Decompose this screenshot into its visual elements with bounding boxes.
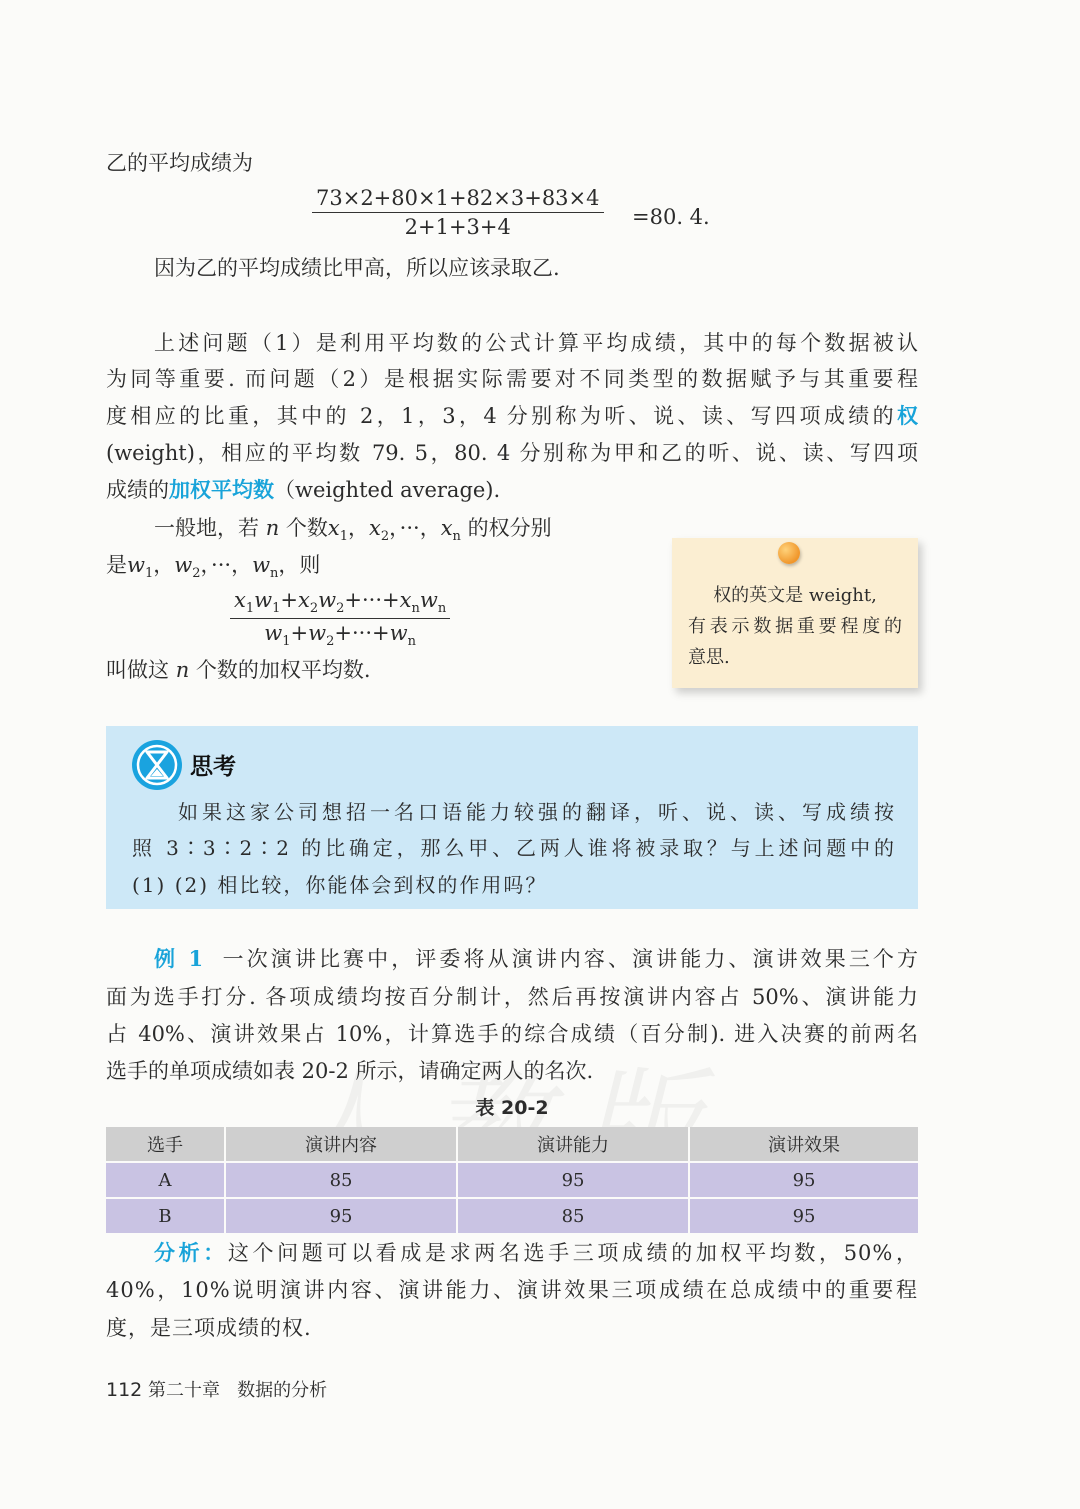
comma: ， xyxy=(389,516,400,540)
term-weight: 权 xyxy=(897,403,918,428)
table-cell: 95 xyxy=(457,1162,689,1198)
comma: ， xyxy=(153,553,175,577)
hourglass-icon xyxy=(130,738,184,792)
text-span: ，则 xyxy=(278,553,321,577)
table-header: 选手 xyxy=(106,1127,225,1162)
text-span: 是 xyxy=(106,553,127,577)
dots: ··· xyxy=(399,516,420,540)
think-line: 如果这家公司想招一名口语能力较强的翻译，听、说、读、写成绩按 xyxy=(178,800,896,824)
text-span: 成绩的 xyxy=(106,478,169,502)
sub: 2 xyxy=(380,529,390,545)
chapter-label: 第二十章 xyxy=(148,1380,220,1401)
sub: 2 xyxy=(192,566,201,582)
think-line: 照 3∶3∶2∶2 的比确定，那么甲、乙两人谁将被录取？与上述问题中的 xyxy=(132,836,896,860)
var-x: x xyxy=(440,516,453,540)
table-row xyxy=(106,1162,918,1198)
table-cell: 85 xyxy=(225,1162,457,1198)
text-span: 一次演讲比赛中，评委将从演讲内容、演讲能力、演讲效果三个方 xyxy=(222,947,918,971)
text-span: 度相应的比重，其中的 2，1，3，4 分别称为听、说、读、写四项成绩的 xyxy=(106,404,897,428)
sub: 1 xyxy=(339,529,349,545)
text-line: (weight)，相应的平均数 79. 5，80. 4 分别称为甲和乙的听、说、读、写四项 xyxy=(106,441,918,465)
formula-numerator: 73×2+80×1+82×3+83×4 xyxy=(316,186,600,210)
table-cell: 95 xyxy=(689,1198,918,1233)
table-header: 演讲效果 xyxy=(689,1127,918,1162)
think-title: 思考 xyxy=(190,753,236,780)
formula-denominator: 2+1+3+4 xyxy=(312,212,604,239)
note-line: 有表示数据重要程度的 xyxy=(688,616,902,637)
section-label: 数据的分析 xyxy=(237,1380,328,1401)
text-span: （weighted average). xyxy=(274,478,501,502)
var-x: x xyxy=(369,516,381,540)
page-footer xyxy=(106,1376,327,1402)
comma: ， xyxy=(200,553,212,577)
text-line: 上述问题（1）是利用平均数的公式计算平均成绩，其中的每个数据被认 xyxy=(154,331,918,355)
text-span: 这个问题可以看成是求两名选手三项成绩的加权平均数，50%， xyxy=(227,1241,918,1265)
formula-result: =80. 4. xyxy=(632,205,710,229)
formula-1 xyxy=(312,186,604,239)
page-number: 112 xyxy=(106,1379,143,1401)
think-box xyxy=(106,726,918,909)
text-line: 选手的单项成绩如表 20-2 所示，请确定两人的名次. xyxy=(106,1059,594,1083)
table-cell: A xyxy=(106,1162,225,1198)
note-line: 意思. xyxy=(688,647,730,668)
text-line xyxy=(106,548,320,591)
comma: ， xyxy=(419,516,441,540)
var-n: n xyxy=(265,516,280,540)
text-span: 叫做这 xyxy=(106,658,169,682)
text-span: 个数 xyxy=(285,516,328,540)
table-cell: B xyxy=(106,1198,225,1233)
text-line: 40%，10%说明演讲内容、演讲能力、演讲效果三项成绩在总成绩中的重要程 xyxy=(106,1278,918,1302)
note-text xyxy=(688,580,902,673)
table-cell: 95 xyxy=(689,1162,918,1198)
sub: n xyxy=(270,566,279,582)
formula-denominator: $w_1+w_2+\cdot\cdot\cdot+w_n$ xyxy=(230,618,450,649)
text-line: 面为选手打分. 各项成绩均按百分制计，然后再按演讲内容占 50%、演讲能力 xyxy=(106,985,918,1009)
score-table xyxy=(106,1127,918,1233)
sticky-note xyxy=(672,538,918,688)
table-caption: 表 20-2 xyxy=(475,1097,549,1119)
text-span: 一般地，若 xyxy=(154,516,259,540)
text-line: 占 40%、演讲效果占 10%，计算选手的综合成绩（百分制). 进入决赛的前两名 xyxy=(106,1022,918,1046)
formula-weighted-average xyxy=(230,588,450,649)
text-span: 个数的加权平均数. xyxy=(195,658,371,682)
var-w: w xyxy=(174,553,193,577)
text-line: 乙的平均成绩为 xyxy=(106,151,253,175)
dots: ··· xyxy=(211,553,232,577)
sub: 1 xyxy=(144,566,154,582)
pin-icon xyxy=(778,542,800,564)
think-line: (1) (2) 相比较，你能体会到权的作用吗？ xyxy=(132,873,548,897)
text-line xyxy=(106,653,371,687)
text-line: 为同等重要. 而问题（2）是根据实际需要对不同类型的数据赋予与其重要程 xyxy=(106,367,918,391)
sub: n xyxy=(452,529,461,545)
text-line xyxy=(106,473,500,507)
table-cell: 95 xyxy=(225,1198,457,1233)
analysis-label: 分析： xyxy=(154,1240,228,1265)
var-w: w xyxy=(252,553,271,577)
table-header-row xyxy=(106,1127,918,1162)
note-line: 权的英文是 weight, xyxy=(713,585,877,606)
comma: ， xyxy=(231,553,253,577)
table-row xyxy=(106,1198,918,1233)
text-line: 度，是三项成绩的权. xyxy=(106,1316,312,1340)
term-weighted-average: 加权平均数 xyxy=(169,477,274,502)
table-header: 演讲能力 xyxy=(457,1127,689,1162)
text-span: 的权分别 xyxy=(467,516,552,540)
example-label: 例 1 xyxy=(154,946,204,971)
var-x: x xyxy=(327,516,340,540)
formula-numerator: $x_1w_1+x_2w_2+\cdot\cdot\cdot+x_nw_n$ xyxy=(234,588,447,617)
text-line xyxy=(154,942,918,976)
table-cell: 85 xyxy=(457,1198,689,1233)
text-line: 因为乙的平均成绩比甲高，所以应该录取乙. xyxy=(154,256,560,280)
text-line xyxy=(106,399,918,433)
var-w: w xyxy=(127,553,145,577)
table-header: 演讲内容 xyxy=(225,1127,457,1162)
comma: ， xyxy=(348,516,370,540)
text-line xyxy=(154,1236,918,1270)
var-n: n xyxy=(175,658,190,682)
